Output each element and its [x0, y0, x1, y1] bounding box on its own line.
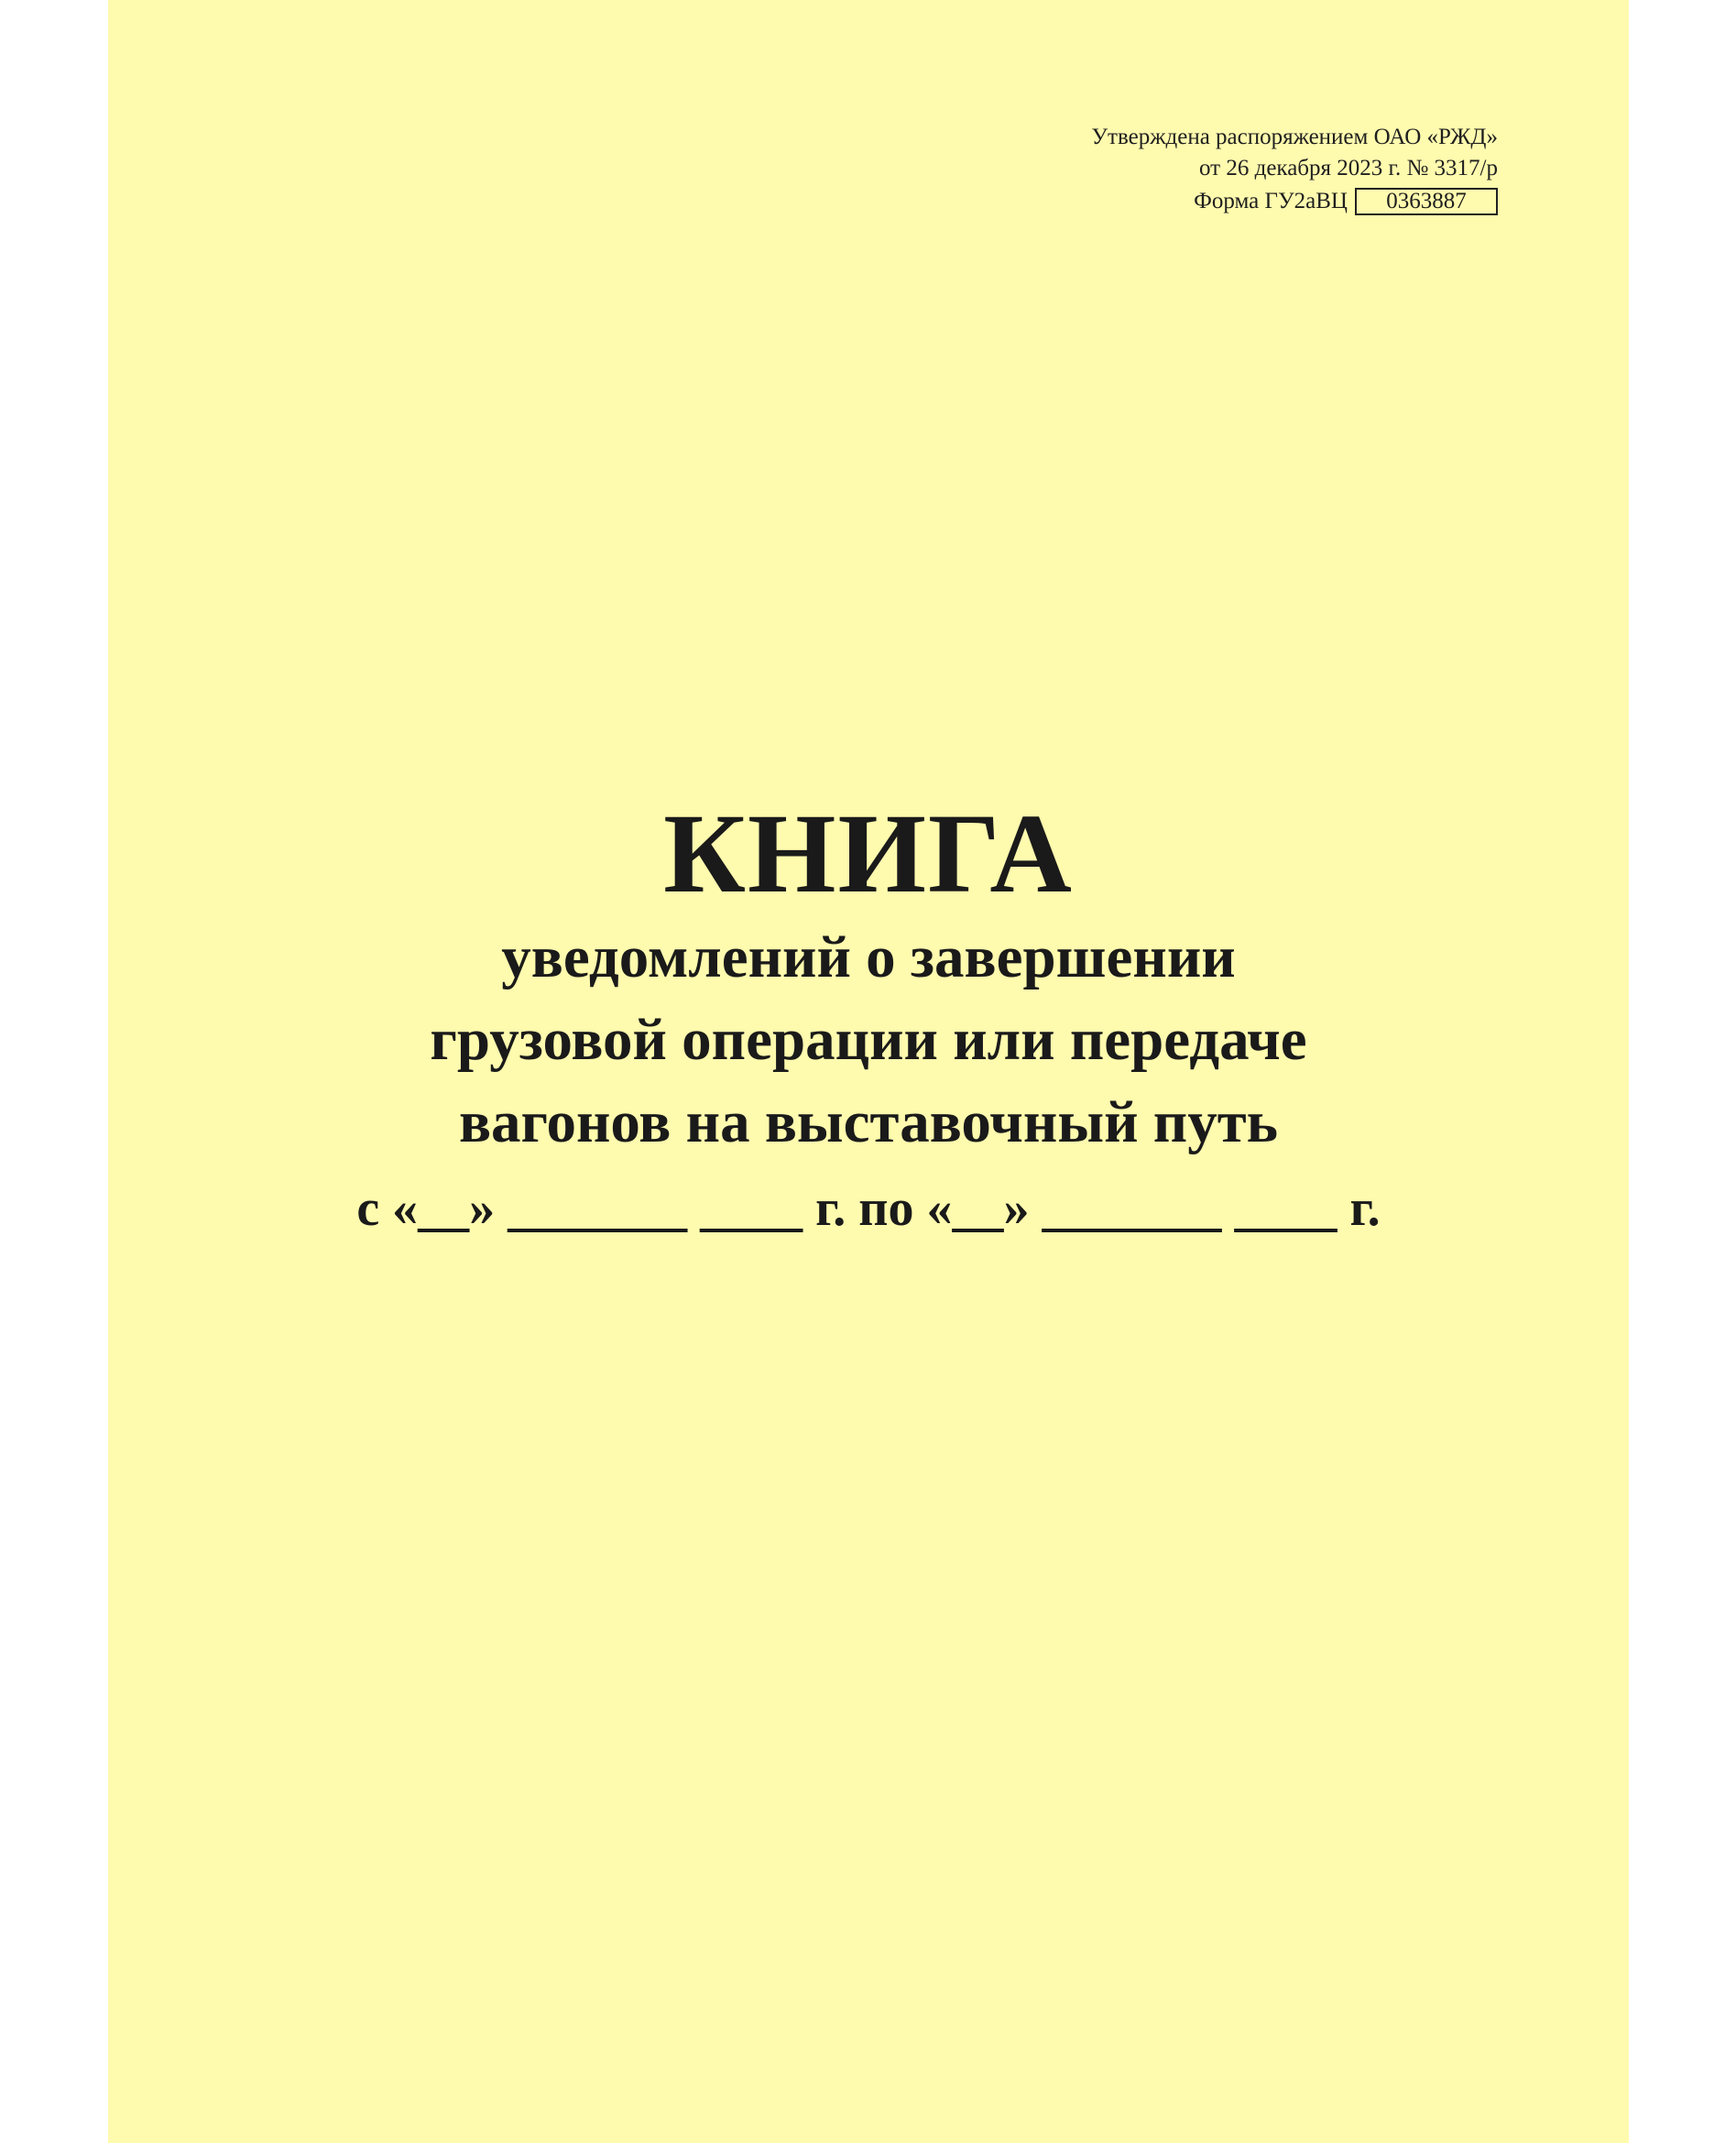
- approval-note: [1091, 122, 1498, 217]
- subtitle-line-1: уведомлений о завершении: [501, 924, 1236, 990]
- main-title: КНИГА: [663, 791, 1074, 916]
- subtitle-line-2: грузовой операции или передаче: [430, 1007, 1307, 1073]
- form-code-box: 0363887: [1355, 188, 1498, 215]
- period-line: с «__» _______ ____ г. по «__» _______ ____ г.: [356, 1180, 1381, 1237]
- approval-line-1: Утверждена распоряжением ОАО «РЖД»: [1091, 125, 1498, 149]
- subtitle: [108, 916, 1629, 1164]
- form-line: [1091, 186, 1498, 217]
- form-label: Форма ГУ2аВЦ: [1194, 189, 1348, 213]
- approval-line-2: от 26 декабря 2023 г. № 3317/р: [1199, 156, 1498, 180]
- document-cover: [108, 0, 1629, 2143]
- subtitle-line-3: вагонов на выставочный путь: [458, 1089, 1279, 1155]
- title-block: [108, 791, 1629, 1241]
